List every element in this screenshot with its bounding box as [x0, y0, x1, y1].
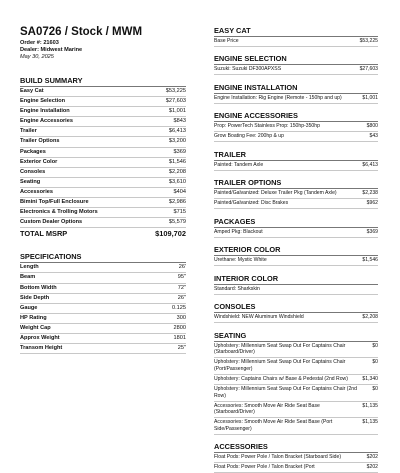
- summary-value: $6,413: [168, 128, 186, 135]
- spec-value: 300: [176, 314, 186, 321]
- summary-value: $404: [173, 188, 186, 195]
- option-item: [214, 199, 378, 209]
- option-section-heading: SEATING: [214, 331, 378, 342]
- spec-label: Transom Height: [20, 345, 63, 352]
- option-item-price: $202: [366, 454, 378, 461]
- summary-row: [20, 188, 186, 198]
- option-item-price: $1,135: [362, 419, 378, 426]
- summary-label: Electronics & Trolling Motors: [20, 209, 98, 216]
- summary-label: Bimini Top/Full Enclosure: [20, 199, 89, 206]
- summary-value: $5,579: [168, 219, 186, 226]
- spec-value: 25": [177, 345, 186, 352]
- summary-label: Custom Dealer Options: [20, 219, 83, 226]
- option-item-label: Grow Boating Fee: 200hp & up: [214, 133, 284, 140]
- option-item-label: Prop: PowerTech Stainless Prop: 150hp-350hp: [214, 123, 320, 130]
- option-item-label: Base Price: [214, 38, 239, 44]
- summary-row: [20, 137, 186, 147]
- summary-label: Consoles: [20, 168, 46, 175]
- option-item-price: $2,238: [362, 190, 378, 197]
- summary-row: [20, 218, 186, 228]
- option-item-price: $0: [372, 359, 378, 366]
- summary-row: [20, 107, 186, 117]
- option-item-price: $43: [369, 133, 378, 140]
- option-item-label: Amped Pkg: Blackout: [214, 228, 263, 235]
- option-item-price: $53,225: [359, 38, 378, 44]
- option-item-price: $800: [366, 123, 378, 130]
- order-number: Order #: 21603: [20, 40, 59, 46]
- option-item: [214, 161, 378, 171]
- summary-value: $3,200: [168, 138, 186, 145]
- option-item-label: Accessories: Smooth Move Air Ride Seat Base (Port Side/Passenger): [214, 419, 333, 432]
- option-section: [214, 150, 378, 171]
- specifications-list: [20, 263, 186, 354]
- summary-label: Engine Accessories: [20, 118, 73, 125]
- option-item-label: Urethane: Mystic White: [214, 257, 267, 264]
- option-item-price: $1,546: [362, 257, 378, 264]
- spec-label: Approx Weight: [20, 334, 60, 341]
- summary-value: $2,208: [168, 168, 186, 175]
- spec-row: [20, 304, 186, 314]
- total-msrp-label: TOTAL MSRP: [20, 229, 68, 239]
- summary-label: Trailer Options: [20, 138, 60, 145]
- option-section-heading: INTERIOR COLOR: [214, 274, 378, 285]
- summary-value: $27,603: [165, 98, 186, 105]
- summary-label: Easy Cat: [20, 88, 44, 94]
- option-item-label: Accessories: Smooth Move Air Ride Seat Base (Starboard/Driver): [214, 402, 320, 416]
- spec-label: Beam: [20, 274, 36, 281]
- option-item-price: $202: [366, 464, 378, 471]
- summary-row: [20, 178, 186, 188]
- option-item-price: $0: [372, 342, 378, 349]
- summary-value: $843: [173, 118, 186, 125]
- spec-row: [20, 284, 186, 294]
- spec-label: Bottom Width: [20, 284, 57, 291]
- option-section: [214, 111, 378, 142]
- option-item-label: Engine Installation: Rig Engine (Remote - 150hp and up): [214, 94, 342, 101]
- option-item: [214, 385, 378, 402]
- specifications-section: [20, 252, 186, 354]
- option-item: [214, 418, 378, 435]
- option-section-heading: EXTERIOR COLOR: [214, 245, 378, 256]
- dealer-name: Dealer: Midwest Marine: [20, 47, 83, 53]
- spec-label: Side Depth: [20, 294, 50, 301]
- option-item-label: Painted/Galvanized: Disc Brakes: [214, 200, 289, 207]
- summary-row: [20, 148, 186, 158]
- spec-row: [20, 263, 186, 273]
- spec-label: Gauge: [20, 304, 38, 311]
- option-item-label: Upholstery: Millennium Seat Swap Out For Captains Chair (Port/Passenger): [214, 359, 346, 372]
- option-item: [214, 122, 378, 132]
- spec-label: HP Rating: [20, 314, 47, 321]
- spec-value: 72": [177, 284, 186, 291]
- build-summary-heading: BUILD SUMMARY: [20, 76, 186, 87]
- options-column: [214, 26, 378, 473]
- option-item: [214, 189, 378, 199]
- summary-value: $1,001: [168, 108, 186, 115]
- option-item-price: $1,135: [362, 402, 378, 409]
- option-section-heading: TRAILER: [214, 150, 378, 161]
- spec-row: [20, 273, 186, 283]
- spec-value: 26': [178, 264, 186, 271]
- spec-row: [20, 294, 186, 304]
- summary-row: [20, 158, 186, 168]
- summary-label: Accessories: [20, 188, 53, 195]
- summary-value: $369: [173, 148, 186, 155]
- option-item-price: $369: [366, 228, 378, 235]
- option-item-label: Upholstery: Captains Chairs w/ Base & Pedestal (2nd Row): [214, 375, 348, 382]
- total-msrp-value: $109,702: [155, 229, 186, 239]
- option-item-price: $6,413: [362, 161, 378, 168]
- option-section: [214, 26, 378, 47]
- option-item: [214, 342, 378, 359]
- option-item: [214, 256, 378, 266]
- option-item-price: $962: [366, 200, 378, 207]
- total-msrp-row: [20, 228, 186, 239]
- option-item-label: Windshield: NEW Aluminum Windshield: [214, 314, 304, 321]
- option-item-label: Painted: Tandem Axle: [214, 161, 264, 168]
- option-item: [214, 453, 378, 463]
- option-item-price: $1,001: [362, 94, 378, 101]
- option-section-heading: EASY CAT: [214, 26, 378, 37]
- summary-label: Engine Installation: [20, 108, 70, 115]
- option-item: [214, 358, 378, 375]
- spec-value: 26": [177, 294, 186, 301]
- summary-value: $1,546: [168, 158, 186, 165]
- spec-row: [20, 324, 186, 334]
- option-item: [214, 313, 378, 323]
- option-item-label: Upholstery: Millennium Seat Swap Out For Captains Chair (2nd Row): [214, 385, 357, 399]
- option-item-price: $0: [372, 385, 378, 392]
- option-item: [214, 228, 378, 238]
- summary-label: Exterior Color: [20, 158, 58, 165]
- spec-value: 1801: [173, 334, 186, 341]
- option-item: [214, 285, 378, 295]
- option-section-heading: TRAILER OPTIONS: [214, 178, 378, 189]
- summary-label: Packages: [20, 148, 46, 155]
- option-item-label: Float Pods: Power Pole / Talon Bracket (Starboard Side): [214, 454, 342, 461]
- summary-row: [20, 97, 186, 107]
- spec-row: [20, 314, 186, 324]
- option-section-heading: ACCESSORIES: [214, 442, 378, 453]
- option-section: [214, 83, 378, 104]
- summary-value: $715: [173, 209, 186, 216]
- summary-label: Engine Selection: [20, 98, 66, 105]
- option-section-heading: PACKAGES: [214, 217, 378, 228]
- option-item: [214, 463, 378, 473]
- option-item-label: Suzuki: Suzuki DF300APXSS: [214, 66, 282, 73]
- option-section: [214, 302, 378, 323]
- summary-value: $2,986: [168, 199, 186, 206]
- option-item: [214, 375, 378, 385]
- option-item: [214, 132, 378, 142]
- option-item-price: $1,340: [362, 375, 378, 382]
- left-column: [20, 26, 186, 354]
- summary-value: $3,610: [168, 178, 186, 185]
- summary-row: [20, 127, 186, 137]
- option-section-heading: ENGINE INSTALLATION: [214, 83, 378, 94]
- spec-row: [20, 344, 186, 354]
- spec-value: 2800: [173, 324, 186, 331]
- option-section: [214, 178, 378, 209]
- option-item: [214, 37, 378, 47]
- option-section: [214, 245, 378, 266]
- option-section: [214, 274, 378, 295]
- option-section: [214, 331, 378, 435]
- summary-value: $53,225: [165, 88, 186, 94]
- summary-label: Trailer: [20, 128, 37, 135]
- option-item: [214, 65, 378, 75]
- option-item-label: Standard: Sharkskin: [214, 285, 260, 292]
- option-section-heading: CONSOLES: [214, 302, 378, 313]
- page-title: SA0726 / Stock / MWM: [20, 26, 143, 38]
- option-item-price: $2,208: [362, 314, 378, 321]
- summary-row: [20, 208, 186, 218]
- option-item-label: Float Pods: Power Pole / Talon Bracket (Port: [214, 464, 315, 471]
- build-summary-section: [20, 76, 186, 239]
- option-section: [214, 217, 378, 238]
- option-section: [214, 54, 378, 75]
- summary-row: [20, 168, 186, 178]
- option-item: [214, 94, 378, 104]
- option-item-label: Upholstery: Millennium Seat Swap Out For Captains Chair (Starboard/Driver): [214, 342, 346, 356]
- option-item-label: Painted/Galvanized: Deluxe Trailer Pkg (Tandem Axle): [214, 190, 337, 197]
- summary-row: [20, 198, 186, 208]
- spec-row: [20, 334, 186, 344]
- option-section-heading: ENGINE ACCESSORIES: [214, 111, 378, 122]
- spec-label: Length: [20, 264, 39, 271]
- summary-row: [20, 117, 186, 127]
- option-item: [214, 402, 378, 419]
- spec-label: Weight Cap: [20, 324, 51, 331]
- spec-value: 95": [177, 274, 186, 281]
- summary-label: Seating: [20, 178, 41, 185]
- spec-value: 0.125: [172, 304, 186, 311]
- option-section-heading: ENGINE SELECTION: [214, 54, 378, 65]
- summary-row: [20, 87, 186, 97]
- option-section: [214, 442, 378, 473]
- build-date: May 30, 2025: [20, 54, 54, 60]
- build-summary-list: [20, 87, 186, 228]
- specifications-heading: SPECIFICATIONS: [20, 252, 186, 263]
- option-item-price: $27,603: [359, 66, 378, 73]
